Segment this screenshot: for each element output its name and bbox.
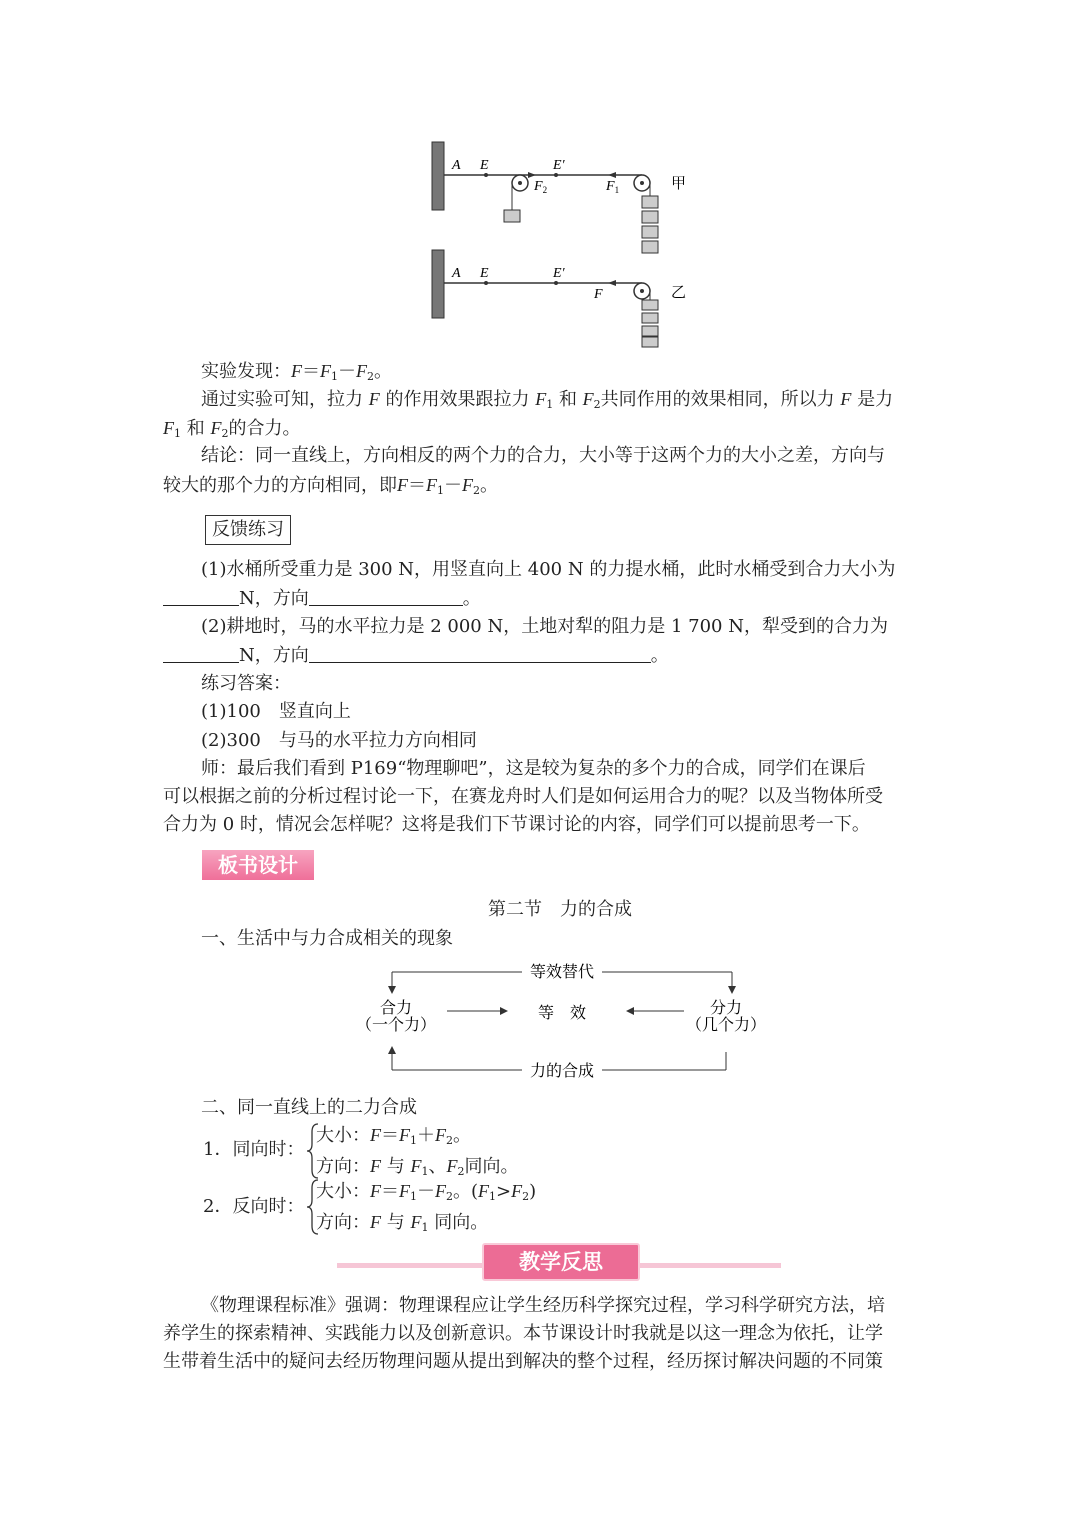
svg-text:等 效: 等 效: [537, 1003, 587, 1022]
reflection-tag: 教学反思: [482, 1243, 640, 1281]
board-title: 第二节 力的合成: [488, 899, 632, 920]
conclusion-line-2: 较大的那个力的方向相同，即$F=F_1-F_2$。: [163, 475, 498, 497]
explanation-line-1: 通过实验可知，拉力 F 的作用效果跟拉力 $F_1$ 和 $F_2$共同作用的效果相同，所以力 F 是力: [201, 389, 894, 411]
question-2-blanks: N，方向 。: [163, 642, 918, 671]
same-direction-dir: 方向：F 与 $F_1$、$F_2$同向。: [316, 1156, 519, 1178]
svg-text:F: F: [594, 287, 603, 302]
board-section-2: 二、同一直线上的二力合成: [201, 1097, 417, 1118]
svg-text:E′: E′: [553, 158, 565, 173]
same-direction-label: 1．同向时：: [203, 1139, 305, 1160]
finding-line: 实验发现：$F=F_1-F_2$。: [201, 361, 392, 383]
force-composition-diagram: [352, 956, 772, 1086]
question-2: (2)耕地时，马的水平拉力是 2 000 N，土地对犁的阻力是 1 700 N，犁受到的合力为: [201, 616, 888, 637]
wall-yi: [432, 250, 444, 318]
opposite-direction-dir: 方向：F 与 $F_1$ 同向。: [316, 1212, 489, 1234]
answer-blank[interactable]: [309, 587, 463, 606]
opposite-direction-label: 2．反向时：: [203, 1196, 305, 1217]
teacher-line-3: 合力为 0 时，情况会怎样呢？这将是我们下节课讨论的内容，同学们可以提前思考一下。: [163, 814, 870, 835]
svg-text:分力: 分力: [709, 998, 743, 1017]
svg-text:等效替代: 等效替代: [529, 962, 595, 981]
teacher-line-1: 师：最后我们看到 P169“物理聊吧”，这是较为复杂的多个力的合成，同学们在课后: [201, 758, 866, 779]
reflection-line-2: 养学生的探索精神、实践能力以及创新意识。本节课设计时我就是以这一理念为依托，让学: [163, 1323, 883, 1344]
weights-yi: [642, 300, 658, 347]
question-1: (1)水桶所受重力是 300 N，用竖直向上 400 N 的力提水桶，此时水桶受到合力大小为: [201, 559, 896, 580]
answers-label: 练习答案：: [201, 673, 291, 694]
svg-text:E: E: [480, 158, 489, 173]
svg-text:力的合成: 力的合成: [529, 1061, 595, 1080]
weight-small: [504, 210, 520, 222]
reflection-line-1: 《物理课程标准》强调：物理课程应让学生经历科学探究过程，学习科学研究方法，培: [201, 1295, 885, 1316]
feedback-title: 反馈练习: [205, 515, 291, 545]
board-design-tag: 板书设计: [202, 850, 314, 880]
svg-text:A: A: [452, 158, 461, 173]
opposite-direction-size: 大小：$F=F_1-F_2$。$(F_1>F_2)$: [316, 1181, 537, 1203]
answer-blank[interactable]: [163, 587, 239, 606]
board-section-1: 一、生活中与力合成相关的现象: [201, 928, 453, 949]
answer-blank[interactable]: [163, 644, 239, 663]
svg-text:F2: $F_2$: [534, 179, 548, 195]
explanation-line-2: $F_1$ 和 $F_2$的合力。: [163, 418, 301, 440]
conclusion-line-1: 结论：同一直线上，方向相反的两个力的合力，大小等于这两个力的大小之差，方向与: [201, 445, 885, 466]
pulley-experiment-figure: [420, 138, 700, 350]
svg-text:E: E: [480, 266, 489, 281]
reflection-line-3: 生带着生活中的疑问去经历物理问题从提出到解决的整个过程，经历探讨解决问题的不同策: [163, 1351, 883, 1372]
question-1-blanks: N，方向 。: [163, 585, 918, 614]
svg-text:合力: 合力: [379, 998, 413, 1017]
svg-text:（一个力）: （一个力）: [355, 1015, 437, 1034]
svg-text:E′: E′: [553, 266, 565, 281]
svg-text:（几个力）: （几个力）: [685, 1015, 767, 1034]
teacher-line-2: 可以根据之前的分析过程讨论一下，在赛龙舟时人们是如何运用合力的呢？以及当物体所受: [163, 786, 883, 807]
wall-jia: [432, 142, 444, 210]
svg-text:甲: 甲: [671, 174, 687, 192]
same-direction-size: 大小：$F=F_1+F_2$。: [316, 1125, 471, 1147]
svg-text:乙: 乙: [671, 283, 687, 301]
svg-text:A: A: [452, 266, 461, 281]
answer-blank[interactable]: [309, 644, 651, 663]
answer-2: (2)300 与马的水平拉力方向相同: [201, 730, 477, 751]
svg-text:F1: $F_1$: [606, 179, 620, 195]
weights-jia: [642, 196, 658, 253]
answer-1: (1)100 竖直向上: [201, 701, 351, 722]
